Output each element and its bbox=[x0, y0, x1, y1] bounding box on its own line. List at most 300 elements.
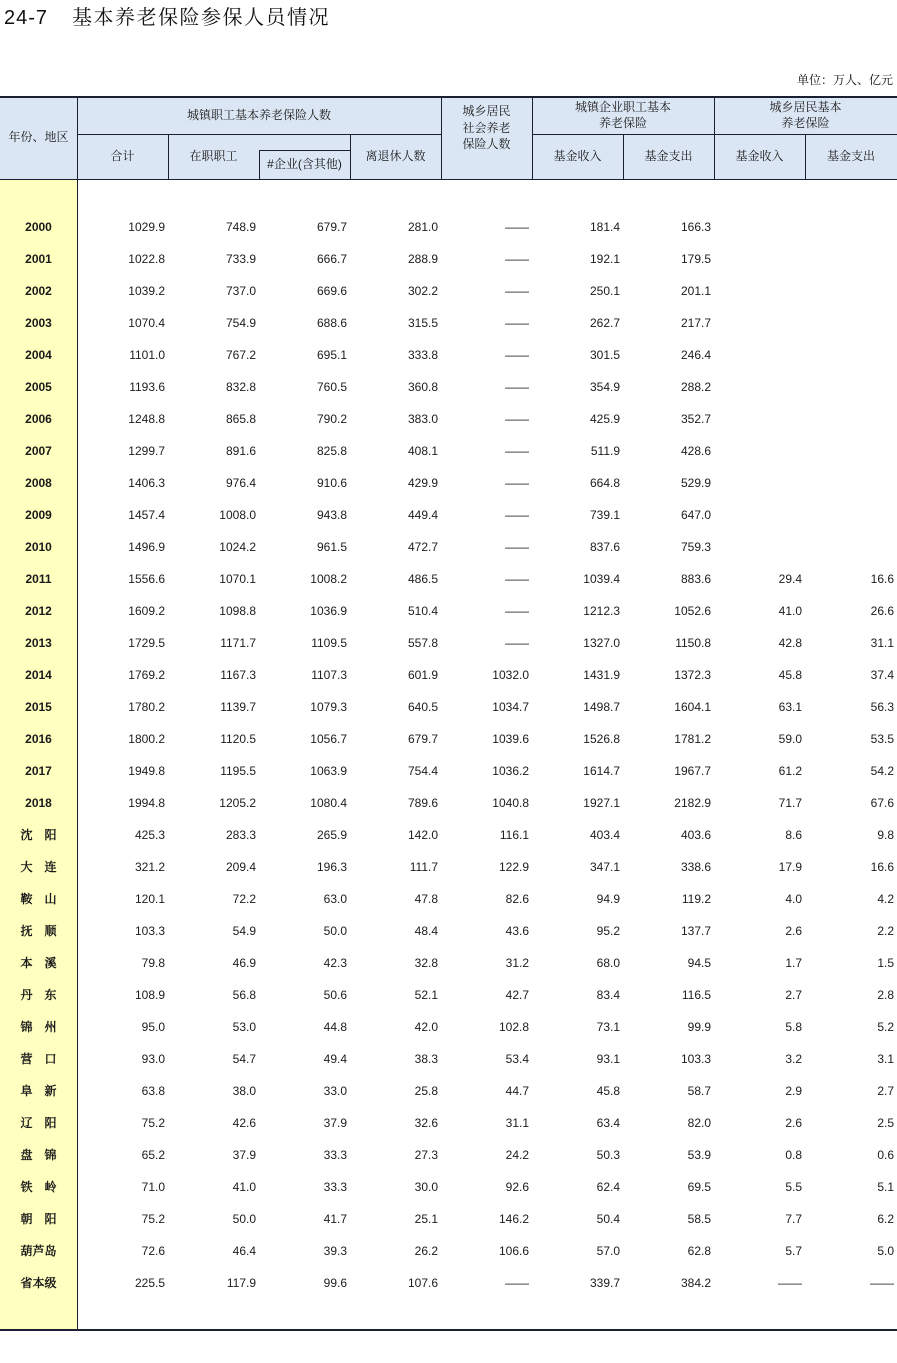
cell-in-service: 1120.5 bbox=[220, 732, 256, 746]
cell-total: 1800.2 bbox=[128, 732, 165, 746]
cell-enterprise-fund-income: 347.1 bbox=[589, 860, 620, 874]
cell-resident-fund-income: 61.2 bbox=[778, 764, 802, 778]
cell-enterprise: 50.6 bbox=[323, 988, 347, 1002]
cell-enterprise-fund-expense: 529.9 bbox=[680, 476, 711, 490]
cell-total: 225.5 bbox=[134, 1276, 165, 1290]
cell-resident-insured: 1034.7 bbox=[492, 700, 529, 714]
cell-enterprise-fund-expense: 384.2 bbox=[680, 1276, 711, 1290]
header-in-service: 在职职工 bbox=[189, 149, 238, 163]
cell-enterprise-fund-expense: 69.5 bbox=[687, 1180, 711, 1194]
cell-enterprise: 1079.3 bbox=[310, 700, 347, 714]
cell-in-service: 50.0 bbox=[232, 1212, 256, 1226]
cell-resident-fund-expense: 2.8 bbox=[877, 988, 894, 1002]
cell-resident-fund-expense bbox=[805, 435, 897, 467]
cell-resident-fund-income bbox=[714, 211, 805, 243]
header-stub: 年份、地区 bbox=[8, 130, 69, 144]
cell-resident-insured: 44.7 bbox=[505, 1084, 529, 1098]
table-row bbox=[0, 307, 897, 339]
cell-resident-fund-expense: 5.2 bbox=[877, 1020, 894, 1034]
header-enterprise: #企业(含其他) bbox=[267, 157, 342, 171]
cell-enterprise-fund-income: 181.4 bbox=[589, 220, 620, 234]
cell-enterprise-fund-expense: 759.3 bbox=[680, 540, 711, 554]
cell-retired: 360.8 bbox=[407, 380, 438, 394]
cell-in-service: 891.6 bbox=[225, 444, 256, 458]
cell-in-service: 832.8 bbox=[225, 380, 256, 394]
cell-total: 1248.8 bbox=[128, 412, 165, 426]
cell-resident-insured: —— bbox=[505, 380, 529, 394]
table-row bbox=[0, 1075, 897, 1107]
cell-total: 95.0 bbox=[141, 1020, 165, 1034]
cell-total: 1949.8 bbox=[128, 764, 165, 778]
cell-enterprise-fund-expense: 217.7 bbox=[680, 316, 711, 330]
cell-resident-fund-income: 42.8 bbox=[778, 636, 802, 650]
row-label: 2013 bbox=[25, 636, 52, 650]
cell-enterprise: 63.0 bbox=[323, 892, 347, 906]
cell-resident-insured: —— bbox=[505, 412, 529, 426]
cell-enterprise-fund-income: 301.5 bbox=[589, 348, 620, 362]
cell-resident-insured: 53.4 bbox=[505, 1052, 529, 1066]
cell-resident-fund-income: 4.0 bbox=[785, 892, 802, 906]
cell-total: 1556.6 bbox=[128, 572, 165, 586]
cell-enterprise-fund-expense: 338.6 bbox=[680, 860, 711, 874]
cell-resident-fund-income: 0.8 bbox=[785, 1148, 802, 1162]
cell-resident-insured: 122.9 bbox=[498, 860, 529, 874]
row-label: 营 口 bbox=[20, 1052, 57, 1066]
cell-total: 1769.2 bbox=[128, 668, 165, 682]
cell-resident-fund-income bbox=[714, 307, 805, 339]
cell-enterprise-fund-income: 425.9 bbox=[589, 412, 620, 426]
cell-retired: 449.4 bbox=[407, 508, 438, 522]
cell-resident-fund-income: 5.7 bbox=[785, 1244, 802, 1258]
cell-enterprise: 1107.3 bbox=[311, 668, 347, 682]
cell-enterprise: 37.9 bbox=[323, 1116, 347, 1130]
cell-in-service: 283.3 bbox=[225, 828, 256, 842]
cell-enterprise-fund-expense: 1967.7 bbox=[674, 764, 711, 778]
cell-resident-fund-expense: 2.5 bbox=[877, 1116, 894, 1130]
cell-resident-insured: 102.8 bbox=[498, 1020, 529, 1034]
cell-resident-fund-income: 2.7 bbox=[785, 988, 802, 1002]
cell-resident-insured: 43.6 bbox=[505, 924, 529, 938]
cell-resident-fund-expense: 53.5 bbox=[870, 732, 894, 746]
cell-enterprise-fund-income: 262.7 bbox=[589, 316, 620, 330]
row-label: 2010 bbox=[25, 540, 52, 554]
enterprise-subheader-divider bbox=[259, 150, 350, 151]
cell-retired: 32.6 bbox=[414, 1116, 438, 1130]
header-resident-fund-expense: 基金支出 bbox=[826, 149, 875, 163]
cell-enterprise: 695.1 bbox=[316, 348, 347, 362]
cell-enterprise-fund-income: 63.4 bbox=[596, 1116, 620, 1130]
cell-in-service: 46.4 bbox=[232, 1244, 256, 1258]
cell-enterprise: 33.0 bbox=[323, 1084, 347, 1098]
cell-enterprise-fund-expense: 58.7 bbox=[687, 1084, 711, 1098]
row-label: 2007 bbox=[25, 444, 52, 458]
cell-retired: 111.7 bbox=[409, 860, 438, 874]
cell-total: 1406.3 bbox=[128, 476, 165, 490]
cell-resident-fund-expense bbox=[805, 531, 897, 563]
cell-retired: 25.8 bbox=[414, 1084, 438, 1098]
table-row bbox=[0, 723, 897, 755]
cell-enterprise: 825.8 bbox=[316, 444, 347, 458]
cell-enterprise: 196.3 bbox=[316, 860, 347, 874]
cell-enterprise-fund-expense: 103.3 bbox=[680, 1052, 711, 1066]
cell-enterprise: 666.7 bbox=[316, 252, 347, 266]
cell-enterprise: 1008.2 bbox=[310, 572, 347, 586]
table-row bbox=[0, 627, 897, 659]
cell-enterprise: 1056.7 bbox=[310, 732, 347, 746]
row-label: 鞍 山 bbox=[20, 892, 57, 906]
table-row bbox=[0, 499, 897, 531]
table-row bbox=[0, 883, 897, 915]
cell-retired: 52.1 bbox=[414, 988, 438, 1002]
row-label: 盘 锦 bbox=[20, 1148, 57, 1162]
table-row bbox=[0, 787, 897, 819]
cell-in-service: 1171.7 bbox=[220, 636, 256, 650]
cell-resident-fund-expense: 56.3 bbox=[870, 700, 894, 714]
row-label: 2002 bbox=[25, 284, 52, 298]
cell-resident-insured: 24.2 bbox=[505, 1148, 529, 1162]
cell-enterprise-fund-income: 837.6 bbox=[589, 540, 620, 554]
cell-in-service: 1139.7 bbox=[220, 700, 256, 714]
cell-enterprise-fund-income: 1526.8 bbox=[583, 732, 620, 746]
cell-in-service: 54.7 bbox=[232, 1052, 256, 1066]
table-row bbox=[0, 1011, 897, 1043]
table-body bbox=[0, 211, 897, 1301]
cell-retired: 754.4 bbox=[407, 764, 438, 778]
cell-retired: 281.0 bbox=[407, 220, 438, 234]
cell-enterprise-fund-expense: 58.5 bbox=[687, 1212, 711, 1226]
cell-resident-fund-income: 7.7 bbox=[785, 1212, 802, 1226]
header-line: 城乡居民基本 bbox=[769, 100, 842, 114]
cell-retired: 47.8 bbox=[414, 892, 438, 906]
cell-enterprise-fund-income: 354.9 bbox=[589, 380, 620, 394]
table-row bbox=[0, 1139, 897, 1171]
cell-resident-fund-income: 2.6 bbox=[785, 1116, 802, 1130]
cell-enterprise-fund-expense: 647.0 bbox=[680, 508, 711, 522]
cell-total: 1780.2 bbox=[128, 700, 165, 714]
cell-retired: 48.4 bbox=[414, 924, 438, 938]
cell-enterprise-fund-expense: 99.9 bbox=[687, 1020, 711, 1034]
header-resident-insured bbox=[441, 103, 532, 153]
cell-enterprise: 1109.5 bbox=[311, 636, 347, 650]
cell-total: 103.3 bbox=[134, 924, 165, 938]
cell-total: 1070.4 bbox=[128, 316, 165, 330]
cell-enterprise-fund-expense: 883.6 bbox=[680, 572, 711, 586]
cell-resident-fund-expense: 16.6 bbox=[870, 860, 894, 874]
cell-total: 75.2 bbox=[141, 1116, 165, 1130]
cell-total: 1022.8 bbox=[128, 252, 165, 266]
cell-total: 1496.9 bbox=[128, 540, 165, 554]
table-row bbox=[0, 531, 897, 563]
cell-resident-fund-income: 17.9 bbox=[778, 860, 802, 874]
table-row bbox=[0, 819, 897, 851]
cell-enterprise: 41.7 bbox=[323, 1212, 347, 1226]
cell-total: 120.1 bbox=[134, 892, 165, 906]
cell-resident-fund-income: 8.6 bbox=[785, 828, 802, 842]
cell-enterprise-fund-expense: 62.8 bbox=[687, 1244, 711, 1258]
cell-enterprise-fund-expense: 1604.1 bbox=[674, 700, 711, 714]
cell-retired: 486.5 bbox=[407, 572, 438, 586]
cell-enterprise-fund-expense: 246.4 bbox=[680, 348, 711, 362]
table-row bbox=[0, 563, 897, 595]
cell-total: 71.0 bbox=[141, 1180, 165, 1194]
cell-in-service: 38.0 bbox=[232, 1084, 256, 1098]
cell-enterprise-fund-income: 95.2 bbox=[596, 924, 620, 938]
cell-resident-fund-expense: 1.5 bbox=[877, 956, 894, 970]
cell-enterprise-fund-income: 83.4 bbox=[596, 988, 620, 1002]
cell-resident-insured: 146.2 bbox=[498, 1212, 529, 1226]
cell-resident-fund-expense bbox=[805, 371, 897, 403]
cell-enterprise: 265.9 bbox=[316, 828, 347, 842]
cell-resident-fund-income bbox=[714, 275, 805, 307]
cell-in-service: 37.9 bbox=[232, 1148, 256, 1162]
header-line: 城镇企业职工基本 bbox=[574, 100, 671, 114]
table-row bbox=[0, 371, 897, 403]
cell-resident-insured: —— bbox=[505, 572, 529, 586]
cell-resident-fund-income: 41.0 bbox=[778, 604, 802, 618]
cell-resident-insured: —— bbox=[505, 1276, 529, 1290]
cell-enterprise-fund-expense: 288.2 bbox=[680, 380, 711, 394]
cell-enterprise-fund-income: 93.1 bbox=[596, 1052, 620, 1066]
header-resident-fund-group bbox=[714, 99, 897, 131]
cell-resident-insured: 1040.8 bbox=[492, 796, 529, 810]
cell-resident-fund-income bbox=[714, 499, 805, 531]
table-row bbox=[0, 467, 897, 499]
cell-resident-fund-expense: 5.1 bbox=[877, 1180, 894, 1194]
row-label: 锦 州 bbox=[20, 1020, 57, 1034]
header-enterprise-fund-expense: 基金支出 bbox=[644, 149, 693, 163]
cell-resident-fund-income: 2.9 bbox=[785, 1084, 802, 1098]
cell-enterprise-fund-expense: 82.0 bbox=[687, 1116, 711, 1130]
cell-enterprise-fund-expense: 179.5 bbox=[680, 252, 711, 266]
cell-enterprise: 910.6 bbox=[316, 476, 347, 490]
row-label: 2008 bbox=[25, 476, 52, 490]
row-label: 本 溪 bbox=[20, 956, 57, 970]
cell-resident-insured: —— bbox=[505, 476, 529, 490]
header-line: 养老保险 bbox=[781, 116, 830, 130]
cell-resident-insured: —— bbox=[505, 316, 529, 330]
cell-in-service: 1205.2 bbox=[219, 796, 256, 810]
table-row bbox=[0, 403, 897, 435]
cell-in-service: 976.4 bbox=[225, 476, 256, 490]
cell-resident-fund-income: 63.1 bbox=[778, 700, 802, 714]
cell-retired: 288.9 bbox=[407, 252, 438, 266]
cell-enterprise-fund-income: 1039.4 bbox=[583, 572, 620, 586]
cell-resident-fund-income bbox=[714, 467, 805, 499]
cell-enterprise-fund-income: 50.4 bbox=[596, 1212, 620, 1226]
cell-resident-insured: —— bbox=[505, 604, 529, 618]
cell-total: 321.2 bbox=[134, 860, 165, 874]
cell-total: 63.8 bbox=[141, 1084, 165, 1098]
cell-resident-fund-income: 2.6 bbox=[785, 924, 802, 938]
cell-enterprise: 33.3 bbox=[323, 1148, 347, 1162]
cell-total: 1994.8 bbox=[128, 796, 165, 810]
table-title bbox=[4, 5, 330, 31]
table-title-text: 基本养老保险参保人员情况 bbox=[72, 7, 331, 29]
cell-enterprise-fund-expense: 116.5 bbox=[681, 988, 711, 1002]
cell-resident-fund-expense: 31.1 bbox=[870, 636, 894, 650]
cell-retired: 30.0 bbox=[414, 1180, 438, 1194]
cell-resident-insured: 1036.2 bbox=[492, 764, 529, 778]
table-row bbox=[0, 659, 897, 691]
cell-total: 1039.2 bbox=[128, 284, 165, 298]
cell-in-service: 117.9 bbox=[226, 1276, 256, 1290]
table-row bbox=[0, 915, 897, 947]
cell-enterprise-fund-income: 1927.1 bbox=[583, 796, 620, 810]
cell-resident-fund-expense bbox=[805, 403, 897, 435]
cell-retired: 38.3 bbox=[414, 1052, 438, 1066]
cell-enterprise: 1080.4 bbox=[310, 796, 347, 810]
cell-resident-fund-income: 59.0 bbox=[778, 732, 802, 746]
row-label: 丹 东 bbox=[20, 988, 57, 1002]
cell-enterprise-fund-income: 57.0 bbox=[596, 1244, 620, 1258]
cell-enterprise-fund-income: 1614.7 bbox=[583, 764, 620, 778]
cell-retired: 302.2 bbox=[407, 284, 438, 298]
cell-enterprise: 33.3 bbox=[323, 1180, 347, 1194]
row-label: 2006 bbox=[25, 412, 52, 426]
cell-resident-fund-expense: 0.6 bbox=[877, 1148, 894, 1162]
cell-enterprise: 679.7 bbox=[316, 220, 347, 234]
cell-in-service: 1195.5 bbox=[220, 764, 256, 778]
cell-enterprise: 44.8 bbox=[323, 1020, 347, 1034]
cell-resident-fund-expense: 54.2 bbox=[870, 764, 894, 778]
table-bottom-rule bbox=[0, 1329, 897, 1331]
header-total: 合计 bbox=[110, 149, 135, 163]
header-line: 保险人数 bbox=[462, 137, 511, 151]
cell-resident-fund-expense bbox=[805, 275, 897, 307]
cell-resident-fund-income bbox=[714, 339, 805, 371]
row-label: 2003 bbox=[25, 316, 52, 330]
row-label: 阜 新 bbox=[20, 1084, 57, 1098]
cell-resident-insured: 31.1 bbox=[505, 1116, 529, 1130]
cell-retired: 32.8 bbox=[414, 956, 438, 970]
cell-in-service: 1098.8 bbox=[219, 604, 256, 618]
cell-total: 1609.2 bbox=[128, 604, 165, 618]
cell-in-service: 209.4 bbox=[225, 860, 256, 874]
cell-resident-fund-expense bbox=[805, 467, 897, 499]
row-label: 2009 bbox=[25, 508, 52, 522]
cell-resident-insured: —— bbox=[505, 252, 529, 266]
cell-resident-insured: 106.6 bbox=[498, 1244, 529, 1258]
table-row bbox=[0, 1267, 897, 1299]
cell-resident-fund-income: 45.8 bbox=[778, 668, 802, 682]
cell-resident-fund-expense: 9.8 bbox=[877, 828, 894, 842]
cell-in-service: 42.6 bbox=[232, 1116, 256, 1130]
header-line: 养老保险 bbox=[598, 116, 647, 130]
cell-enterprise: 790.2 bbox=[316, 412, 347, 426]
cell-resident-fund-income: 1.7 bbox=[785, 956, 802, 970]
cell-enterprise-fund-income: 1498.7 bbox=[583, 700, 620, 714]
row-label: 2017 bbox=[25, 764, 52, 778]
cell-retired: 25.1 bbox=[414, 1212, 438, 1226]
cell-enterprise: 1063.9 bbox=[310, 764, 347, 778]
table-row bbox=[0, 755, 897, 787]
cell-total: 1101.0 bbox=[129, 348, 165, 362]
cell-resident-fund-expense bbox=[805, 339, 897, 371]
table-row bbox=[0, 339, 897, 371]
cell-resident-insured: 92.6 bbox=[505, 1180, 529, 1194]
cell-enterprise-fund-income: 403.4 bbox=[589, 828, 620, 842]
cell-total: 72.6 bbox=[141, 1244, 165, 1258]
cell-in-service: 41.0 bbox=[232, 1180, 256, 1194]
cell-enterprise-fund-expense: 428.6 bbox=[680, 444, 711, 458]
header-enterprise-fund-group bbox=[532, 99, 714, 131]
cell-enterprise: 961.5 bbox=[316, 540, 347, 554]
table-row bbox=[0, 1043, 897, 1075]
cell-enterprise-fund-income: 511.9 bbox=[590, 444, 620, 458]
table-top-rule bbox=[0, 96, 897, 98]
row-label: 省本级 bbox=[20, 1276, 57, 1290]
cell-resident-insured: —— bbox=[505, 348, 529, 362]
cell-resident-fund-income: —— bbox=[778, 1276, 802, 1290]
table-row bbox=[0, 979, 897, 1011]
cell-retired: 408.1 bbox=[407, 444, 438, 458]
cell-in-service: 1167.3 bbox=[220, 668, 256, 682]
cell-resident-insured: 31.2 bbox=[505, 956, 529, 970]
cell-enterprise: 669.6 bbox=[316, 284, 347, 298]
cell-resident-fund-expense bbox=[805, 243, 897, 275]
cell-resident-insured: 1039.6 bbox=[492, 732, 529, 746]
cell-resident-fund-income bbox=[714, 531, 805, 563]
row-label: 2014 bbox=[25, 668, 52, 682]
row-label: 抚 顺 bbox=[20, 924, 57, 938]
cell-enterprise: 42.3 bbox=[323, 956, 347, 970]
cell-resident-fund-income: 5.8 bbox=[785, 1020, 802, 1034]
cell-in-service: 53.0 bbox=[232, 1020, 256, 1034]
cell-retired: 42.0 bbox=[414, 1020, 438, 1034]
cell-resident-insured: —— bbox=[505, 220, 529, 234]
table-row bbox=[0, 275, 897, 307]
table-row bbox=[0, 1107, 897, 1139]
cell-resident-insured: 116.1 bbox=[499, 828, 529, 842]
header-urban-employee-group: 城镇职工基本养老保险人数 bbox=[186, 108, 331, 122]
row-label: 2001 bbox=[25, 252, 52, 266]
cell-enterprise-fund-income: 192.1 bbox=[589, 252, 620, 266]
cell-in-service: 46.9 bbox=[232, 956, 256, 970]
cell-enterprise-fund-income: 50.3 bbox=[596, 1148, 620, 1162]
cell-enterprise: 760.5 bbox=[316, 380, 347, 394]
cell-retired: 789.6 bbox=[407, 796, 438, 810]
cell-resident-fund-expense bbox=[805, 307, 897, 339]
cell-enterprise: 688.6 bbox=[316, 316, 347, 330]
cell-in-service: 1070.1 bbox=[219, 572, 256, 586]
header-bottom-rule bbox=[0, 179, 897, 180]
header-enterprise-fund-income: 基金收入 bbox=[553, 149, 602, 163]
cell-resident-insured: 1032.0 bbox=[492, 668, 529, 682]
row-label: 大 连 bbox=[20, 860, 57, 874]
cell-enterprise: 99.6 bbox=[323, 1276, 347, 1290]
cell-enterprise: 49.4 bbox=[323, 1052, 347, 1066]
row-label: 沈 阳 bbox=[20, 828, 57, 842]
cell-enterprise-fund-expense: 94.5 bbox=[687, 956, 711, 970]
cell-enterprise-fund-income: 68.0 bbox=[596, 956, 620, 970]
row-label: 2005 bbox=[25, 380, 52, 394]
cell-in-service: 733.9 bbox=[225, 252, 256, 266]
cell-enterprise: 50.0 bbox=[323, 924, 347, 938]
cell-resident-insured: —— bbox=[505, 540, 529, 554]
cell-in-service: 56.8 bbox=[232, 988, 256, 1002]
header-resident-fund-income: 基金收入 bbox=[735, 149, 784, 163]
cell-enterprise-fund-income: 339.7 bbox=[589, 1276, 620, 1290]
table-row bbox=[0, 595, 897, 627]
cell-resident-insured: —— bbox=[505, 444, 529, 458]
cell-in-service: 748.9 bbox=[225, 220, 256, 234]
cell-resident-insured: —— bbox=[505, 636, 529, 650]
cell-total: 1299.7 bbox=[128, 444, 165, 458]
cell-enterprise-fund-expense: 1052.6 bbox=[674, 604, 711, 618]
cell-enterprise-fund-expense: 1781.2 bbox=[674, 732, 711, 746]
cell-enterprise-fund-expense: 201.1 bbox=[680, 284, 711, 298]
cell-retired: 557.8 bbox=[407, 636, 438, 650]
